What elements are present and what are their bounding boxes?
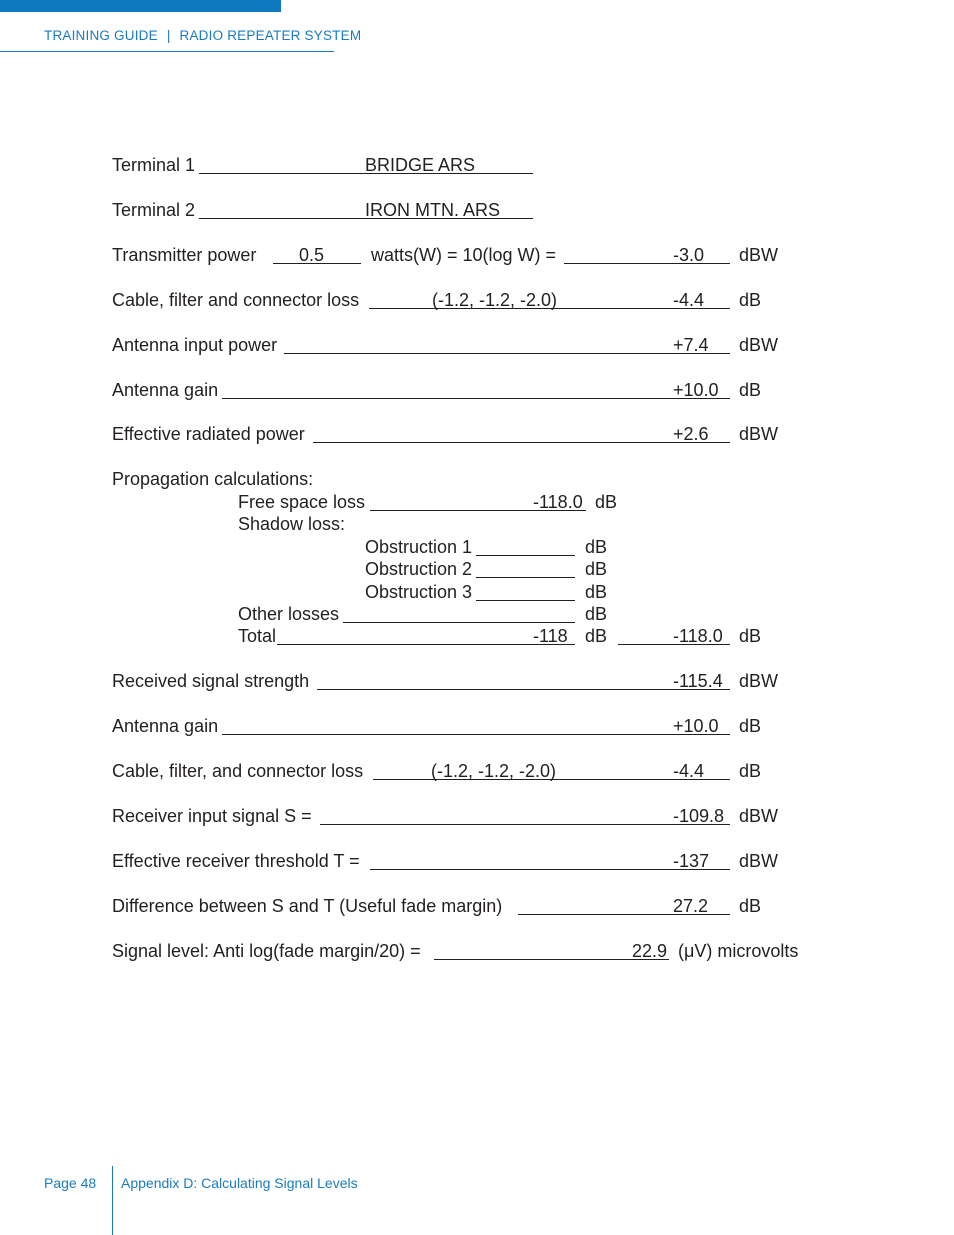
header-accent-bar <box>0 0 281 12</box>
running-header <box>44 28 361 43</box>
fade-margin-label: Difference between S and T (Useful fade margin) <box>112 896 503 916</box>
cable1-value: -4.4 <box>673 290 705 310</box>
free-space-value: -118.0 <box>533 492 583 512</box>
cable2-unit: dB <box>739 761 762 781</box>
terminal2-value: IRON MTN. ARS <box>365 200 501 220</box>
rx-strength-line <box>317 689 730 690</box>
rx-strength-unit: dBW <box>739 671 779 691</box>
free-space-label: Free space loss <box>238 492 366 512</box>
cable2-note: (-1.2, -1.2, -2.0) <box>431 761 557 781</box>
total-line <box>277 644 575 645</box>
signal-level-unit: (μV) microvolts <box>678 941 799 961</box>
header-guide: TRAINING GUIDE <box>44 28 158 43</box>
cable2-value: -4.4 <box>673 761 705 781</box>
ant-gain2-line <box>222 734 730 735</box>
ant-input-value: +7.4 <box>673 335 709 355</box>
rx-input-value: -109.8 <box>673 806 725 826</box>
other-losses-unit: dB <box>585 604 608 624</box>
ant-gain2-label: Antenna gain <box>112 716 219 736</box>
obstruction2-line <box>476 577 575 578</box>
ant-gain1-label: Antenna gain <box>112 380 219 400</box>
terminal1-label: Terminal 1 <box>112 155 196 175</box>
ant-input-unit: dBW <box>739 335 779 355</box>
total2-value: -118.0 <box>673 626 723 646</box>
obstruction3-label: Obstruction 3 <box>365 582 473 602</box>
footer-divider <box>112 1166 113 1235</box>
erp-value: +2.6 <box>673 424 709 444</box>
cable1-unit: dB <box>739 290 762 310</box>
obstruction3-line <box>476 600 575 601</box>
obstruction1-label: Obstruction 1 <box>365 537 473 557</box>
obstruction1-unit: dB <box>585 537 608 557</box>
total-value: -118 <box>533 626 568 646</box>
erp-label: Effective radiated power <box>112 424 305 444</box>
other-losses-label: Other losses <box>238 604 340 624</box>
ant-input-line <box>284 353 730 354</box>
shadow-heading: Shadow loss: <box>238 514 346 534</box>
obstruction2-label: Obstruction 2 <box>365 559 473 579</box>
footer-page-number: Page 48 <box>44 1175 97 1191</box>
footer-section-title: Appendix D: Calculating Signal Levels <box>121 1175 358 1191</box>
other-losses-line <box>343 622 575 623</box>
ant-gain1-value: +10.0 <box>673 380 719 400</box>
rx-input-line <box>320 824 730 825</box>
total-unit: dB <box>585 626 608 646</box>
cable2-label: Cable, filter, and connector loss <box>112 761 364 781</box>
erp-unit: dBW <box>739 424 779 444</box>
signal-level-value: 22.9 <box>632 941 668 961</box>
terminal2-label: Terminal 2 <box>112 200 196 220</box>
fade-margin-value: 27.2 <box>673 896 709 916</box>
header-system: RADIO REPEATER SYSTEM <box>179 28 362 43</box>
terminal1-value: BRIDGE ARS <box>365 155 476 175</box>
tx-power-line <box>564 263 730 264</box>
tx-power-unit: dBW <box>739 245 779 265</box>
tx-formula: watts(W) = 10(log W) = <box>371 245 557 265</box>
ant-gain2-value: +10.0 <box>673 716 719 736</box>
fade-margin-unit: dB <box>739 896 762 916</box>
rx-strength-value: -115.4 <box>673 671 723 691</box>
erp-line <box>313 442 730 443</box>
total-label: Total <box>238 626 277 646</box>
header-rule <box>0 51 334 52</box>
ant-gain1-line <box>222 398 730 399</box>
rx-input-label: Receiver input signal S = <box>112 806 312 826</box>
threshold-unit: dBW <box>739 851 779 871</box>
cable1-note: (-1.2, -1.2, -2.0) <box>432 290 558 310</box>
obstruction2-unit: dB <box>585 559 608 579</box>
ant-input-label: Antenna input power <box>112 335 278 355</box>
rx-input-unit: dBW <box>739 806 779 826</box>
tx-power-value: -3.0 <box>673 245 705 265</box>
free-space-unit: dB <box>595 492 618 512</box>
tx-power-label: Transmitter power <box>112 245 257 265</box>
ant-gain2-unit: dB <box>739 716 762 736</box>
threshold-label: Effective receiver threshold T = <box>112 851 360 871</box>
ant-gain1-unit: dB <box>739 380 762 400</box>
header-separator: | <box>166 28 171 43</box>
tx-watts-value: 0.5 <box>299 245 325 265</box>
total2-unit: dB <box>739 626 762 646</box>
obstruction1-line <box>476 555 575 556</box>
signal-level-label: Signal level: Anti log(fade margin/20) = <box>112 941 421 961</box>
rx-strength-label: Received signal strength <box>112 671 310 691</box>
threshold-value: -137 <box>673 851 710 871</box>
cable1-label: Cable, filter and connector loss <box>112 290 360 310</box>
propagation-heading: Propagation calculations: <box>112 469 314 489</box>
obstruction3-unit: dB <box>585 582 608 602</box>
